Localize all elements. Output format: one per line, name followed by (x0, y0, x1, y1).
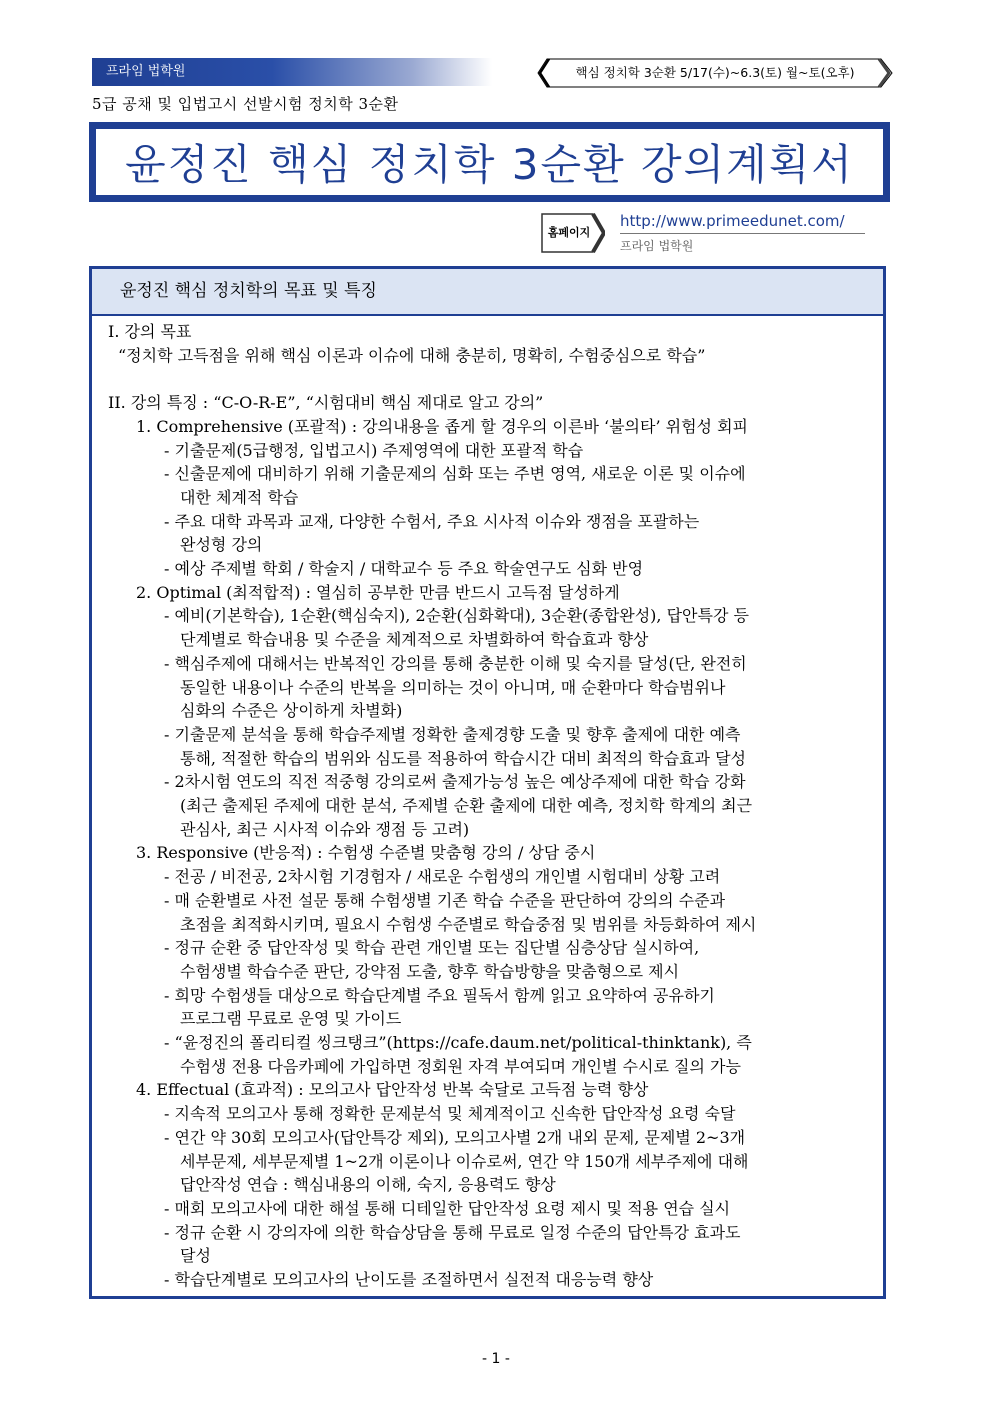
content-line: 2. Optimal (최적합적) : 열심히 공부한 만큼 반드시 고득점 달성하게 (136, 582, 620, 602)
content-line: - 신출문제에 대비하기 위해 기출문제의 심화 또는 주변 영역, 새로운 이론 및 이슈에 (164, 464, 746, 484)
brand-bar (92, 58, 492, 86)
brand-name: 프라임 법학원 (106, 64, 186, 79)
content-line: 3. Responsive (반응적) : 수험생 수준별 맞춤형 강의 / 상담 중시 (136, 843, 596, 863)
content-line: (최근 출제된 주제에 대한 분석, 주제별 순환 출제에 대한 예측, 정치학 학계의 최근 (180, 796, 753, 816)
content-line: II. 강의 특징 : “C-O-R-E”, “시험대비 핵심 제대로 알고 강의” (108, 393, 544, 413)
content-line: I. 강의 목표 (108, 322, 192, 341)
content-line: 세부문제, 세부문제별 1~2개 이론이나 이슈로써, 연간 약 150개 세부주제에 대해 (180, 1151, 749, 1171)
title-inner (96, 129, 883, 195)
content-line: - 전공 / 비전공, 2차시험 기경험자 / 새로운 수험생의 개인별 시험대비 상황 고려 (164, 867, 721, 887)
page-title: 윤정진 핵심 정치학 3순환 강의계획서 (125, 140, 854, 189)
content-line: - 매 순환별로 사전 설문 통해 수험생별 기존 학습 수준을 판단하여 강의의 수준과 (164, 890, 726, 910)
content-line: 초점을 최적화시키며, 필요시 수험생 수준별로 학습중점 및 범위를 차등화하여 제시 (180, 914, 757, 934)
content-line: 단계별로 학습내용 및 수준을 체계적으로 차별화하여 학습효과 향상 (180, 630, 649, 650)
homepage-badge[interactable] (541, 213, 605, 253)
content-line: - 정규 순환 시 강의자에 의한 학습상담을 통해 무료로 일정 수준의 답안특강 효과도 (164, 1222, 741, 1242)
page-number: - 1 - (482, 1351, 510, 1367)
content-line: - 기출문제(5급행정, 입법고시) 주제영역에 대한 포괄적 학습 (164, 440, 584, 460)
content-line: 통해, 적절한 학습의 범위와 심도를 적용하여 학습시간 대비 최적의 학습효과 달성 (180, 748, 746, 768)
content-line: - 2차시험 연도의 직전 적중형 강의로써 출제가능성 높은 예상주제에 대한 학습 강화 (164, 772, 746, 792)
content-line: 완성형 강의 (180, 535, 263, 555)
homepage-divider (620, 233, 865, 234)
content-line: 심화의 수준은 상이하게 차별화) (180, 701, 403, 721)
content-line: - 지속적 모의고사 통해 정확한 문제분석 및 체계적이고 신속한 답안작성 요령 숙달 (164, 1104, 736, 1124)
content-line: 프로그램 무료로 운영 및 가이드 (180, 1009, 402, 1029)
content-line: 달성 (180, 1246, 211, 1266)
section-header: 윤정진 핵심 정치학의 목표 및 특징 (92, 269, 883, 316)
course-plan-box (89, 266, 886, 1299)
content-line: - 예상 주제별 학회 / 학술지 / 대학교수 등 주요 학술연구도 심화 반영 (164, 559, 644, 579)
content-line: 4. Effectual (효과적) : 모의고사 답안작성 반복 숙달로 고득점 능력 향상 (136, 1080, 649, 1100)
content-line: 대한 체계적 학습 (180, 487, 299, 507)
content-line: - “윤정진의 폴리티컬 씽크탱크”(https://cafe.daum.net/political-thinktank), 즉 (164, 1033, 752, 1053)
content-line: - 희망 수험생들 대상으로 학습단계별 주요 필독서 함께 읽고 요약하여 공유하기 (164, 985, 715, 1005)
content-line: - 매회 모의고사에 대한 해설 통해 디테일한 답안작성 요령 제시 및 적용 연습 실시 (164, 1199, 731, 1218)
content-line: - 주요 대학 과목과 교재, 다양한 수험서, 주요 시사적 이슈와 쟁점을 포괄하는 (164, 511, 700, 531)
content-line: - 예비(기본학습), 1순환(핵심숙지), 2순환(심화확대), 3순환(종합완성), 답안특강 등 (164, 606, 749, 626)
content-line: 수험생 전용 다음카페에 가입하면 정회원 자격 부여되며 개인별 수시로 질의 가능 (180, 1056, 741, 1076)
content-line: 답안작성 연습 : 핵심내용의 이해, 숙지, 응용력도 향상 (180, 1175, 556, 1195)
title-frame (89, 122, 890, 202)
content-line: 동일한 내용이나 수준의 반복을 의미하는 것이 아니며, 매 순환마다 학습범위나 (180, 677, 726, 697)
exam-subtitle: 5급 공채 및 입법고시 선발시험 정치학 3순환 (92, 95, 399, 113)
course-content (92, 316, 883, 1292)
homepage-badge-label: 홈페이지 (547, 226, 591, 239)
blank-line (108, 367, 875, 391)
content-line: - 정규 순환 중 답안작성 및 학습 관련 개인별 또는 집단별 심층상담 실시하여, (164, 938, 700, 958)
content-line: “정치학 고득점을 위해 핵심 이론과 이슈에 대해 충분히, 명확히, 수험중심으로 학습” (118, 345, 706, 365)
schedule-text: 핵심 정치학 3순환 5/17(수)~6.3(토) 월~토(오후) (575, 65, 855, 80)
content-line: 1. Comprehensive (포괄적) : 강의내용을 좁게 할 경우의 이른바 ‘불의타’ 위험성 회피 (136, 416, 748, 436)
content-line: - 학습단계별로 모의고사의 난이도를 조절하면서 실전적 대응능력 향상 (164, 1270, 654, 1290)
content-line: - 핵심주제에 대해서는 반복적인 강의를 통해 충분한 이해 및 숙지를 달성(단, 완전히 (164, 653, 747, 673)
content-line: 관심사, 최근 시사적 이슈와 쟁점 등 고려) (180, 819, 470, 839)
content-line: - 연간 약 30회 모의고사(답안특강 제외), 모의고사별 2개 내외 문제, 문제별 2~3개 (164, 1127, 746, 1147)
homepage-name: 프라임 법학원 (620, 239, 694, 253)
content-line: - 기출문제 분석을 통해 학습주제별 정확한 출제경향 도출 및 향후 출제에 대한 예측 (164, 724, 741, 744)
schedule-banner (537, 58, 893, 88)
content-line: 수험생별 학습수준 판단, 강약점 도출, 향후 학습방향을 맞춤형으로 제시 (180, 961, 680, 981)
homepage-link[interactable]: http://www.primeedunet.com/ (620, 212, 845, 230)
